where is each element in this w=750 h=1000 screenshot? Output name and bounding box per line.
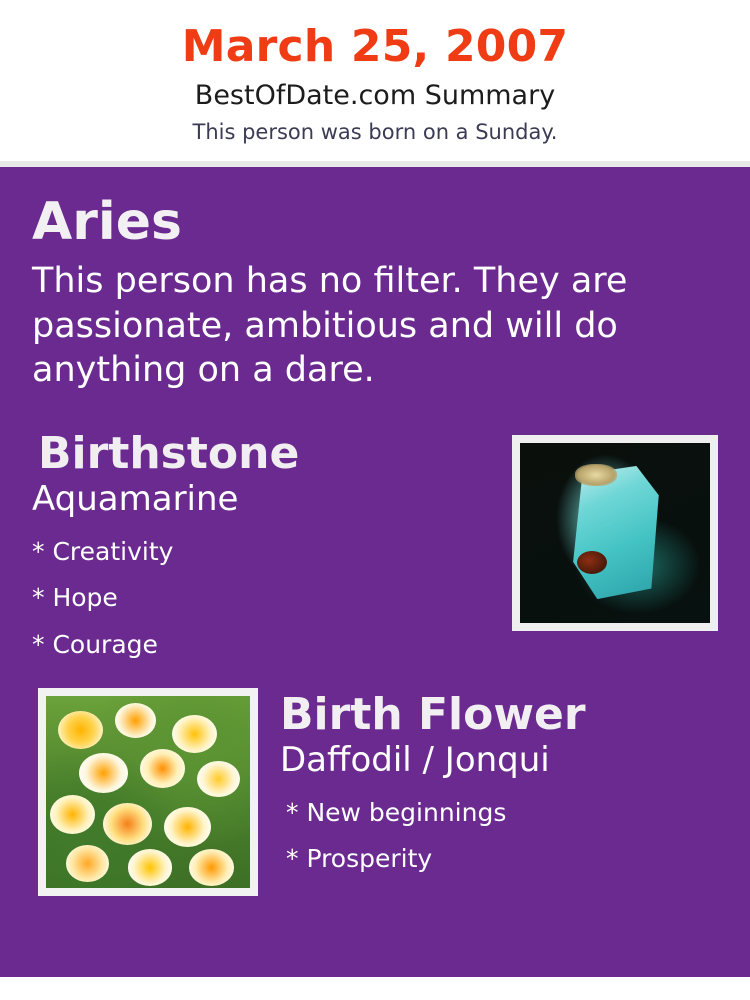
flower-blossom-icon xyxy=(79,753,128,793)
site-name: BestOfDate.com Summary xyxy=(194,80,556,112)
birthstone-trait: * Creativity xyxy=(32,536,174,566)
flower-blossom-icon xyxy=(164,807,211,847)
flower-blossom-icon xyxy=(50,795,95,833)
flower-blossom-icon xyxy=(189,849,234,885)
zodiac-section xyxy=(32,191,718,393)
flower-blossom-icon xyxy=(140,749,185,787)
birthstone-text xyxy=(32,427,472,659)
page-title: March 25, 2007 xyxy=(181,21,569,72)
crystal-inclusion-icon xyxy=(575,464,617,486)
birthflower-image xyxy=(38,688,258,896)
birthstone-photo xyxy=(520,443,710,623)
main-panel xyxy=(0,167,750,977)
crystal-inclusion-icon xyxy=(577,551,607,574)
birthflower-photo xyxy=(46,696,250,888)
flower-blossom-icon xyxy=(58,711,103,749)
birthstone-trait: * Courage xyxy=(32,629,158,659)
zodiac-sign-name: Aries xyxy=(32,191,182,252)
birthflower-section xyxy=(32,688,718,903)
birthflower-heading: Birth Flower xyxy=(280,688,586,740)
birthstone-heading: Birthstone xyxy=(38,427,300,479)
flower-blossom-icon xyxy=(197,761,240,797)
birth-day-note: This person was born on a Sunday. xyxy=(192,120,558,145)
flower-blossom-icon xyxy=(172,715,217,753)
birthstone-image xyxy=(512,435,718,631)
flower-blossom-icon xyxy=(128,849,173,885)
birthstone-trait: * Hope xyxy=(32,583,118,613)
birthflower-trait: * New beginnings xyxy=(286,797,507,827)
flower-blossom-icon xyxy=(66,845,109,881)
zodiac-description: This person has no filter. They are passionate, ambitious and will do anything on a dare. xyxy=(32,261,628,391)
flower-blossom-icon xyxy=(103,803,152,845)
birthflower-text xyxy=(280,688,718,874)
birthstone-section xyxy=(32,427,718,666)
birthflower-trait: * Prosperity xyxy=(286,844,433,874)
crystal-shape-icon xyxy=(569,466,662,599)
page-header xyxy=(0,0,750,147)
birthflower-name: Daffodil / Jonqui xyxy=(280,739,550,780)
flower-blossom-icon xyxy=(115,703,156,738)
birthstone-name: Aquamarine xyxy=(32,478,239,519)
